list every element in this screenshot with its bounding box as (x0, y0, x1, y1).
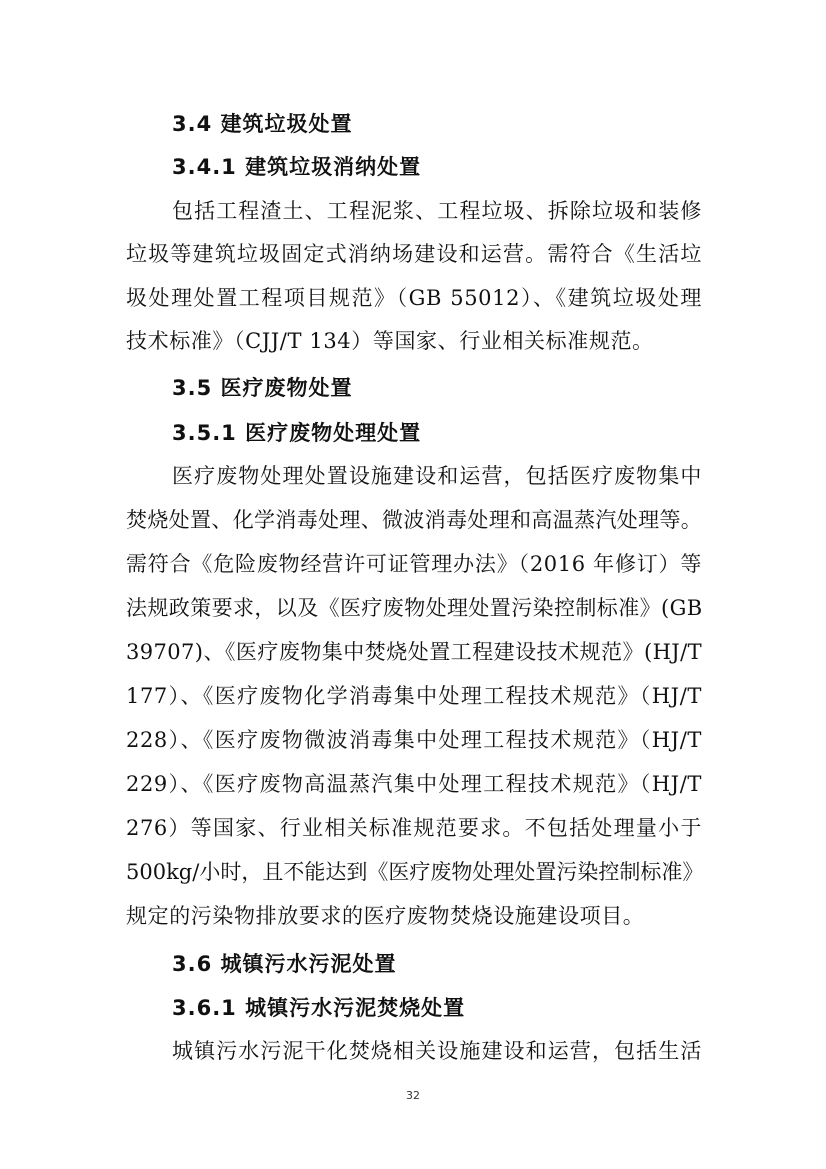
paragraph-line: 垃圾等建筑垃圾固定式消纳场建设和运营。需符合《生活垃 (126, 242, 702, 266)
section-heading: 3.5 医疗废物处置 (172, 376, 353, 400)
paragraph-line: 规定的污染物排放要求的医疗废物焚烧设施建设项目。 (126, 904, 645, 928)
subsection-heading: 3.6.1 城镇污水污泥焚烧处置 (172, 996, 466, 1020)
page-number: 32 (406, 1089, 420, 1102)
subsection-heading: 3.4.1 建筑垃圾消纳处置 (172, 155, 422, 179)
paragraph-line: 228）、《医疗废物微波消毒集中处理工程技术规范》（HJ/T (126, 728, 702, 752)
paragraph-line: 229）、《医疗废物高温蒸汽集中处理工程技术规范》（HJ/T (126, 772, 702, 796)
paragraph-line: 需符合《危险废物经营许可证管理办法》（2016 年修订）等 (126, 552, 702, 576)
paragraph-line: 276）等国家、行业相关标准规范要求。不包括处理量小于 (126, 816, 702, 840)
section-heading: 3.6 城镇污水污泥处置 (172, 952, 397, 976)
paragraph-line: 医疗废物处理处置设施建设和运营，包括医疗废物集中 (172, 464, 702, 488)
subsection-heading: 3.5.1 医疗废物处理处置 (172, 421, 422, 445)
paragraph-line: 177）、《医疗废物化学消毒集中处理工程技术规范》（HJ/T (126, 684, 702, 708)
paragraph-line: 法规政策要求，以及《医疗废物处理处置污染控制标准》(GB (126, 596, 703, 620)
paragraph-line: 包括工程渣土、工程泥浆、工程垃圾、拆除垃圾和装修 (172, 199, 702, 223)
paragraph-line: 39707)、《医疗废物集中焚烧处置工程建设技术规范》(HJ/T (126, 640, 702, 664)
paragraph-line: 500kg/小时，且不能达到《医疗废物处理处置污染控制标准》 (126, 860, 704, 884)
paragraph-line: 圾处理处置工程项目规范》（GB 55012）、《建筑垃圾处理 (126, 286, 702, 310)
section-heading: 3.4 建筑垃圾处置 (172, 112, 353, 136)
paragraph-line: 焚烧处置、化学消毒处理、微波消毒处理和高温蒸汽处理等。 (126, 508, 702, 532)
paragraph-line: 技术标准》（CJJ/T 134）等国家、行业相关标准规范。 (126, 329, 654, 353)
paragraph-line: 城镇污水污泥干化焚烧相关设施建设和运营，包括生活 (172, 1039, 702, 1063)
